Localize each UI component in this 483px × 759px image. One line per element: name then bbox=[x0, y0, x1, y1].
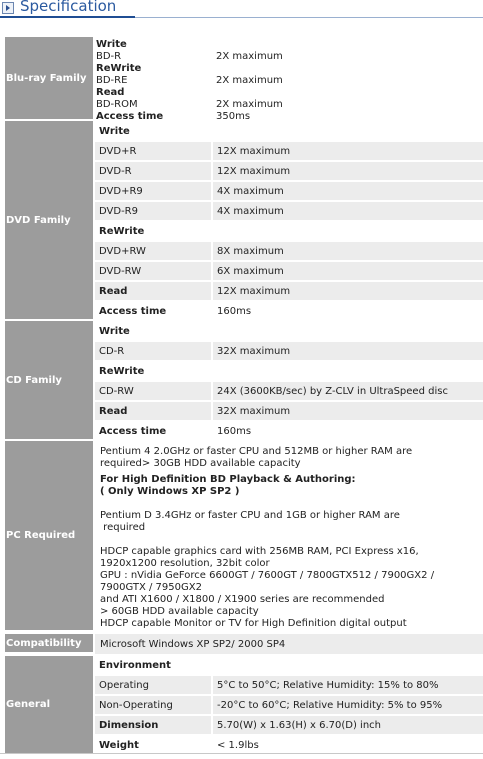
spec-row bbox=[95, 110, 483, 122]
spec-value: 160ms bbox=[217, 425, 252, 437]
spec-name: Write bbox=[99, 325, 130, 337]
spec-name: Write bbox=[99, 125, 130, 137]
spec-name: DVD-R bbox=[95, 162, 211, 180]
spec-value: 6X maximum bbox=[213, 262, 483, 280]
spec-row bbox=[95, 716, 483, 734]
spec-row bbox=[95, 402, 483, 420]
spec-row bbox=[95, 696, 483, 714]
spec-row bbox=[95, 302, 483, 320]
spec-value: 12X maximum bbox=[213, 142, 483, 160]
spec-name: Non-Operating bbox=[95, 696, 211, 714]
spec-name: BD-RE bbox=[96, 74, 128, 86]
spec-name: BD-R bbox=[96, 50, 122, 62]
spec-value: < 1.9lbs bbox=[217, 739, 259, 751]
pc-line: For High Definition BD Playback & Authoring: bbox=[100, 474, 356, 485]
spec-value bbox=[213, 38, 483, 50]
spec-row bbox=[95, 202, 483, 220]
pc-line: required bbox=[100, 522, 146, 533]
category-label: Compatibility bbox=[6, 637, 82, 649]
spec-name: ReWrite bbox=[99, 365, 145, 377]
spec-row bbox=[95, 142, 483, 160]
spec-row bbox=[95, 74, 483, 86]
pc-line: required> 30GB HDD available capacity bbox=[100, 458, 301, 469]
compatibility-row bbox=[95, 634, 483, 654]
spec-name: DVD+R9 bbox=[95, 182, 211, 200]
spec-value: 24X (3600KB/sec) by Z-CLV in UltraSpeed disc bbox=[213, 382, 483, 400]
spec-value bbox=[213, 322, 483, 340]
spec-name: Access time bbox=[96, 110, 164, 122]
spec-name: Access time bbox=[99, 305, 167, 317]
spec-value bbox=[213, 362, 483, 380]
spec-row bbox=[95, 676, 483, 694]
spec-value bbox=[213, 122, 483, 140]
spec-row bbox=[95, 182, 483, 200]
category-cd bbox=[5, 321, 93, 439]
spec-name: Operating bbox=[95, 676, 211, 694]
spec-row bbox=[95, 62, 483, 74]
spec-row bbox=[95, 162, 483, 180]
spec-value: 8X maximum bbox=[213, 242, 483, 260]
spec-name: Environment bbox=[99, 659, 171, 671]
spec-row bbox=[95, 362, 483, 380]
spec-name: DVD+RW bbox=[95, 242, 211, 260]
spec-value bbox=[213, 62, 483, 74]
pc-line: > 60GB HDD available capacity bbox=[100, 606, 259, 617]
category-pc-required bbox=[5, 441, 93, 630]
pc-line: ( Only Windows XP SP2 ) bbox=[100, 486, 240, 497]
category-label: Blu-ray Family bbox=[6, 72, 87, 84]
spec-row bbox=[95, 656, 483, 674]
spec-value: 160ms bbox=[217, 305, 252, 317]
spec-value: 4X maximum bbox=[213, 202, 483, 220]
spec-name: Read bbox=[96, 86, 125, 98]
spec-value: 350ms bbox=[216, 110, 251, 122]
spec-row bbox=[95, 242, 483, 260]
category-general bbox=[5, 656, 93, 753]
spec-value bbox=[213, 656, 483, 674]
category-label: PC Required bbox=[6, 530, 76, 541]
spec-row bbox=[95, 38, 483, 50]
spec-value: 2X maximum bbox=[216, 50, 283, 62]
spec-name: ReWrite bbox=[96, 62, 142, 74]
spec-row bbox=[95, 262, 483, 280]
spec-name: DVD-R9 bbox=[95, 202, 211, 220]
spec-value: 5.70(W) x 1.63(H) x 6.70(D) inch bbox=[213, 716, 483, 734]
pc-line: 7900GTX / 7950GX2 bbox=[100, 582, 202, 593]
spec-value bbox=[213, 222, 483, 240]
spec-value: -20°C to 60°C; Relative Humidity: 5% to 95% bbox=[213, 696, 483, 714]
spec-name: Weight bbox=[99, 739, 139, 751]
pc-requirements bbox=[95, 446, 483, 630]
pc-line: Pentium D 3.4GHz or faster CPU and 1GB or higher RAM are bbox=[100, 510, 400, 521]
category-compatibility bbox=[5, 634, 93, 652]
spec-name: Access time bbox=[99, 425, 167, 437]
spec-row bbox=[95, 122, 483, 140]
spec-row bbox=[95, 86, 483, 98]
spec-name: Read bbox=[95, 282, 211, 300]
spec-name: DVD+R bbox=[95, 142, 211, 160]
pc-line: HDCP capable graphics card with 256MB RAM, PCI Express x16, bbox=[100, 546, 419, 557]
pc-line: and ATI X1600 / X1800 / X1900 series are recommended bbox=[100, 594, 385, 605]
category-label: CD Family bbox=[6, 374, 62, 386]
spec-value: 2X maximum bbox=[216, 98, 283, 110]
spec-value: 32X maximum bbox=[213, 342, 483, 360]
spec-row bbox=[95, 322, 483, 340]
pc-line: HDCP capable Monitor or TV for High Definition digital output bbox=[100, 618, 407, 629]
spec-row bbox=[95, 222, 483, 240]
header-underline bbox=[0, 16, 135, 18]
spec-value bbox=[213, 86, 483, 98]
spec-row bbox=[95, 422, 483, 440]
pc-line: 1920x1200 resolution, 32bit color bbox=[100, 558, 270, 569]
spec-row bbox=[95, 282, 483, 300]
spec-name: Write bbox=[96, 38, 127, 50]
spec-row bbox=[95, 342, 483, 360]
spec-row bbox=[95, 98, 483, 110]
section-header bbox=[0, 0, 483, 22]
pc-line: Pentium 4 2.0GHz or faster CPU and 512MB or higher RAM are bbox=[100, 446, 413, 457]
bottom-divider bbox=[0, 753, 483, 754]
category-bluray bbox=[5, 37, 93, 119]
category-dvd bbox=[5, 121, 93, 319]
spec-name: Read bbox=[95, 402, 211, 420]
spec-row bbox=[95, 50, 483, 62]
spec-row bbox=[95, 736, 483, 754]
category-label: DVD Family bbox=[6, 214, 71, 226]
arrow-right-icon bbox=[2, 2, 14, 14]
spec-value: 12X maximum bbox=[213, 162, 483, 180]
spec-name: BD-ROM bbox=[96, 98, 138, 110]
spec-name: CD-R bbox=[95, 342, 211, 360]
spec-name: DVD-RW bbox=[95, 262, 211, 280]
spec-value: 32X maximum bbox=[213, 402, 483, 420]
spec-value: 4X maximum bbox=[213, 182, 483, 200]
compatibility-value: Microsoft Windows XP SP2/ 2000 SP4 bbox=[100, 638, 286, 650]
spec-name: ReWrite bbox=[99, 225, 145, 237]
category-label: General bbox=[6, 699, 50, 710]
header-rule bbox=[135, 17, 483, 18]
spec-value: 2X maximum bbox=[216, 74, 283, 86]
spec-row bbox=[95, 382, 483, 400]
spec-name: Dimension bbox=[95, 716, 211, 734]
pc-line: GPU : nVidia GeForce 6600GT / 7600GT / 7800GTX512 / 7900GX2 / bbox=[100, 570, 435, 581]
spec-name: CD-RW bbox=[95, 382, 211, 400]
spec-value: 12X maximum bbox=[213, 282, 483, 300]
spec-value: 5°C to 50°C; Relative Humidity: 15% to 80% bbox=[213, 676, 483, 694]
page-title: Specification bbox=[20, 0, 117, 15]
